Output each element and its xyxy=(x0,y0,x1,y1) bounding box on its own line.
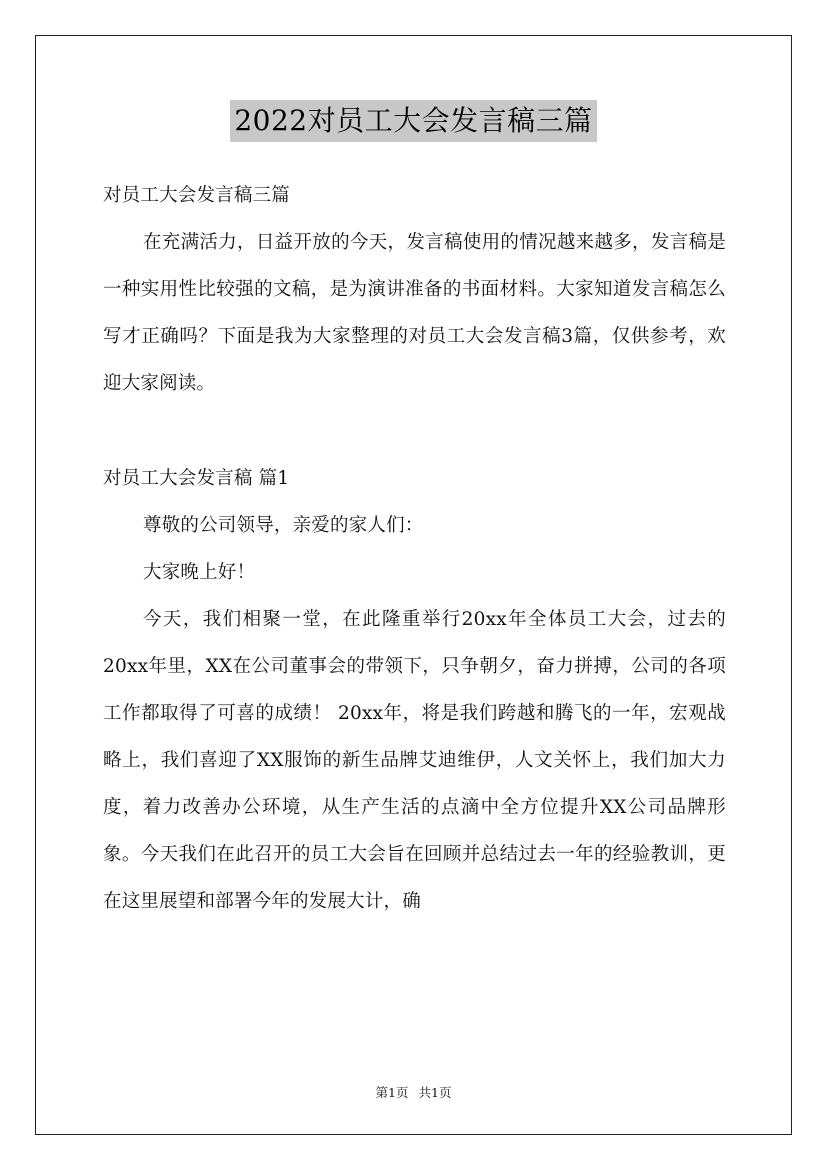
document-subtitle: 对员工大会发言稿三篇 xyxy=(103,185,291,206)
body-paragraph: 今天，我们相聚一堂，在此隆重举行20xx年全体员工大会，过去的20xx年里，XX在公司董事会的带领下，只争朝夕，奋力拼搏，公司的各项工作都取得了可喜的成绩！ 20xx年，将是我们跨越和腾飞的一年，宏观战略上，我们喜迎了XX服饰的新生品牌艾迪维伊，人文关怀上，我们加大力度，着力改善办公环境，从生产生活的点滴中全方位提升XX公司品牌形象。今天我们在此召开的员工大会旨在回顾并总结过去一年的经验教训，更在这里展望和部署今年的发展大计，确 xyxy=(103,609,726,912)
greeting: 大家晚上好！ xyxy=(143,562,256,583)
document-body xyxy=(103,172,726,925)
page-footer xyxy=(0,1084,827,1102)
intro-paragraph: 在充满活力，日益开放的今天，发言稿使用的情况越来越多，发言稿是一种实用性比较强的文稿，是为演讲准备的书面材料。大家知道发言稿怎么写才正确吗？下面是我为大家整理的对员工大会发言稿3篇，仅供参考，欢迎大家阅读。 xyxy=(103,232,726,394)
document-title: 2022对员工大会发言稿三篇 xyxy=(230,100,596,142)
section-heading: 对员工大会发言稿 篇1 xyxy=(103,468,290,489)
page-number: 第1页 xyxy=(375,1085,409,1100)
section-spacer xyxy=(103,407,726,455)
title-container xyxy=(0,100,827,142)
salutation: 尊敬的公司领导，亲爱的家人们： xyxy=(143,515,424,536)
page-total: 共1页 xyxy=(418,1085,452,1100)
